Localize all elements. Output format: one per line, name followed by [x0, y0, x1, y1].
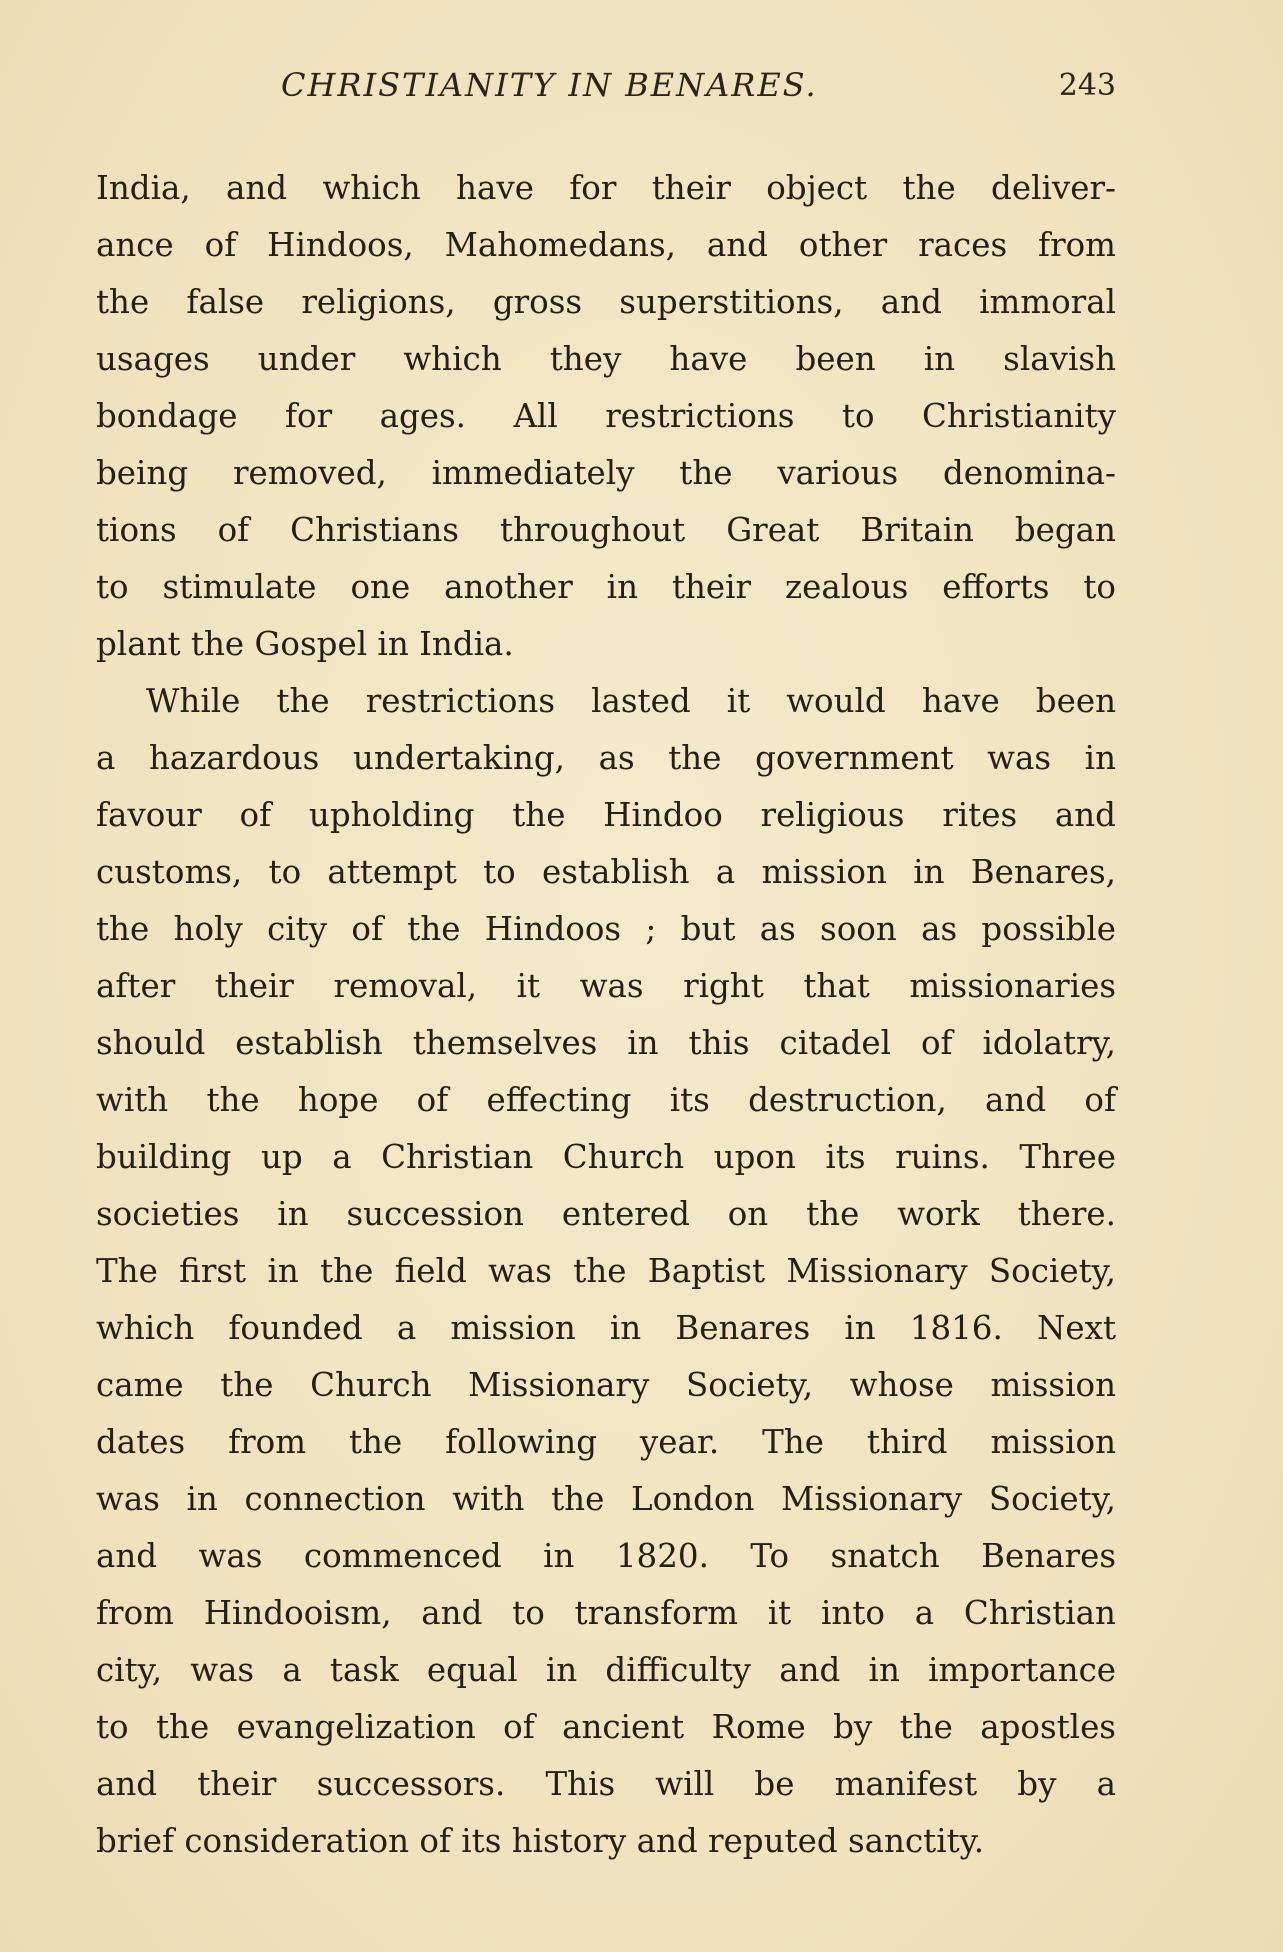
text-line: favour of upholding the Hindoo religious rites and: [96, 796, 1116, 834]
paragraph-1: [96, 160, 1116, 673]
running-title: CHRISTIANITY IN BENARES.: [281, 66, 818, 104]
text-line: to the evangelization of ancient Rome by the apostles: [96, 1708, 1116, 1746]
text-line: ance of Hindoos, Mahomedans, and other races from: [96, 226, 1116, 264]
text-line: India, and which have for their object the deliver-: [96, 169, 1116, 207]
text-line: The first in the field was the Baptist Missionary Society,: [96, 1252, 1116, 1290]
text-line: a hazardous undertaking, as the government was in: [96, 739, 1116, 777]
text-line: and their successors. This will be manifest by a: [96, 1765, 1116, 1803]
text-line: city, was a task equal in difficulty and in importance: [96, 1651, 1116, 1689]
text-line: tions of Christians throughout Great Britain began: [96, 511, 1116, 549]
text-line: usages under which they have been in slavish: [96, 340, 1116, 378]
text-line: from Hindooism, and to transform it into a Christian: [96, 1594, 1116, 1632]
text-line: was in connection with the London Missionary Society,: [96, 1480, 1116, 1518]
text-line: the false religions, gross superstitions, and immoral: [96, 283, 1116, 321]
text-line: dates from the following year. The third mission: [96, 1423, 1116, 1461]
text-line: should establish themselves in this citadel of idolatry,: [96, 1024, 1116, 1062]
text-line: brief consideration of its history and reputed sanctity.: [96, 1822, 985, 1860]
text-line: to stimulate one another in their zealous efforts to: [96, 568, 1116, 606]
text-line: the holy city of the Hindoos ; but as soon as possible: [96, 910, 1116, 948]
page-number: 243: [1058, 68, 1116, 103]
text-line: with the hope of effecting its destruction, and of: [96, 1081, 1116, 1119]
text-line: which founded a mission in Benares in 1816. Next: [96, 1309, 1116, 1347]
text-line: bondage for ages. All restrictions to Christianity: [96, 397, 1116, 435]
text-line: plant the Gospel in India.: [96, 625, 514, 663]
body-text: [96, 160, 1116, 1870]
text-line: being removed, immediately the various denomina-: [96, 454, 1116, 492]
text-line: societies in succession entered on the work there.: [96, 1195, 1116, 1233]
text-line: building up a Christian Church upon its ruins. Three: [96, 1138, 1116, 1176]
text-line: customs, to attempt to establish a mission in Benares,: [96, 853, 1116, 891]
running-head: [96, 66, 1116, 118]
text-line: came the Church Missionary Society, whose mission: [96, 1366, 1116, 1404]
text-line: and was commenced in 1820. To snatch Benares: [96, 1537, 1116, 1575]
text-line: after their removal, it was right that missionaries: [96, 967, 1116, 1005]
paragraph-2: [96, 673, 1116, 1870]
text-line: While the restrictions lasted it would have been: [146, 682, 1116, 720]
